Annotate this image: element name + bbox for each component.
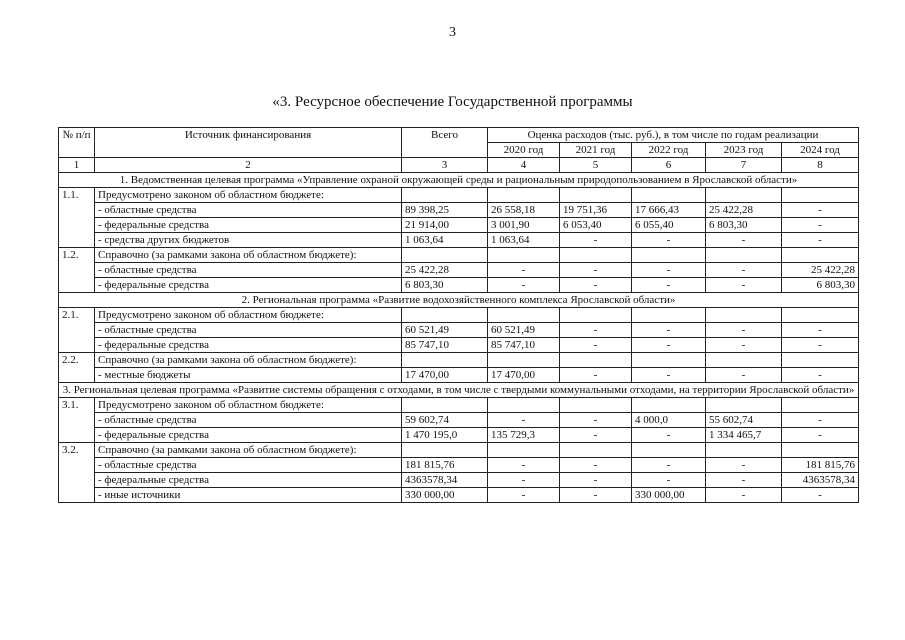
group-label: Предусмотрено законом об областном бюджете:: [95, 308, 402, 323]
group-number: 3.1.: [59, 398, 95, 443]
year-value: -: [706, 458, 782, 473]
source-label: - федеральные средства: [95, 338, 402, 353]
total-value: 85 747,10: [402, 338, 488, 353]
empty-cell: [560, 443, 632, 458]
year-value: -: [632, 263, 706, 278]
column-number: 5: [560, 158, 632, 173]
header-estimate: Оценка расходов (тыс. руб.), в том числе по годам реализации: [488, 128, 859, 143]
table-row: [59, 368, 859, 383]
year-value: -: [706, 278, 782, 293]
year-value: -: [488, 263, 560, 278]
year-value: 26 558,18: [488, 203, 560, 218]
empty-cell: [488, 248, 560, 263]
year-value: -: [632, 428, 706, 443]
year-value: -: [488, 458, 560, 473]
source-label: - областные средства: [95, 263, 402, 278]
empty-cell: [560, 248, 632, 263]
source-label: - федеральные средства: [95, 218, 402, 233]
header-total: Всего: [402, 128, 488, 158]
source-label: - областные средства: [95, 413, 402, 428]
empty-cell: [402, 308, 488, 323]
source-label: - областные средства: [95, 203, 402, 218]
year-value: 17 470,00: [488, 368, 560, 383]
group-label: Предусмотрено законом об областном бюджете:: [95, 398, 402, 413]
year-value: -: [560, 458, 632, 473]
group-number: 1.1.: [59, 188, 95, 248]
year-value: 55 602,74: [706, 413, 782, 428]
group-number: 2.2.: [59, 353, 95, 383]
empty-cell: [488, 398, 560, 413]
column-number: 1: [59, 158, 95, 173]
year-value: -: [706, 488, 782, 503]
source-label: - федеральные средства: [95, 428, 402, 443]
year-value: -: [632, 458, 706, 473]
table-row: [59, 338, 859, 353]
year-value: -: [782, 323, 859, 338]
header-year: 2021 год: [560, 143, 632, 158]
year-value: 85 747,10: [488, 338, 560, 353]
year-value: 17 666,43: [632, 203, 706, 218]
year-value: -: [488, 473, 560, 488]
year-value: 6 803,30: [782, 278, 859, 293]
column-number: 6: [632, 158, 706, 173]
year-value: -: [706, 323, 782, 338]
year-value: 25 422,28: [782, 263, 859, 278]
year-value: -: [632, 323, 706, 338]
year-value: 6 053,40: [560, 218, 632, 233]
resource-table: [58, 127, 859, 503]
year-value: -: [560, 428, 632, 443]
total-value: 181 815,76: [402, 458, 488, 473]
year-value: 25 422,28: [706, 203, 782, 218]
total-value: 59 602,74: [402, 413, 488, 428]
total-value: 17 470,00: [402, 368, 488, 383]
total-value: 1 470 195,0: [402, 428, 488, 443]
year-value: -: [706, 473, 782, 488]
total-value: 21 914,00: [402, 218, 488, 233]
header-row: [59, 128, 859, 143]
table-row: [59, 323, 859, 338]
table-row: [59, 458, 859, 473]
table-row: [59, 428, 859, 443]
header-source: Источник финансирования: [95, 128, 402, 158]
empty-cell: [488, 353, 560, 368]
group-number: 3.2.: [59, 443, 95, 503]
header-year: 2023 год: [706, 143, 782, 158]
total-value: 60 521,49: [402, 323, 488, 338]
empty-cell: [632, 398, 706, 413]
year-value: -: [560, 368, 632, 383]
empty-cell: [560, 398, 632, 413]
document-title: «3. Ресурсное обеспечение Государственной программы: [272, 94, 633, 110]
empty-cell: [782, 353, 859, 368]
empty-cell: [488, 188, 560, 203]
group-number: 2.1.: [59, 308, 95, 353]
empty-cell: [560, 353, 632, 368]
year-value: -: [560, 278, 632, 293]
year-value: -: [632, 368, 706, 383]
table-row: [59, 203, 859, 218]
empty-cell: [782, 398, 859, 413]
empty-cell: [488, 443, 560, 458]
empty-cell: [632, 353, 706, 368]
year-value: 4363578,34: [782, 473, 859, 488]
year-value: -: [706, 368, 782, 383]
section-title-row: [59, 173, 859, 188]
empty-cell: [782, 248, 859, 263]
empty-cell: [706, 188, 782, 203]
empty-cell: [632, 308, 706, 323]
group-number: 1.2.: [59, 248, 95, 293]
group-row: [59, 248, 859, 263]
table-row: [59, 278, 859, 293]
section-title: 3. Региональная целевая программа «Развитие системы обращения с отходами, в том числе с твердыми коммунальными отходами, на территории Ярославской области»: [59, 383, 859, 398]
year-value: -: [706, 263, 782, 278]
group-row: [59, 398, 859, 413]
year-value: -: [560, 413, 632, 428]
empty-cell: [402, 398, 488, 413]
column-number: 2: [95, 158, 402, 173]
group-row: [59, 353, 859, 368]
year-value: -: [782, 368, 859, 383]
year-value: -: [782, 218, 859, 233]
section-title-row: [59, 293, 859, 308]
empty-cell: [782, 188, 859, 203]
empty-cell: [402, 188, 488, 203]
year-value: -: [560, 233, 632, 248]
empty-cell: [402, 248, 488, 263]
year-value: -: [706, 233, 782, 248]
year-value: -: [782, 428, 859, 443]
year-value: -: [706, 338, 782, 353]
section-title: 2. Региональная программа «Развитие водохозяйственного комплекса Ярославской области»: [59, 293, 859, 308]
year-value: -: [488, 413, 560, 428]
section-title-row: [59, 383, 859, 398]
year-value: -: [488, 488, 560, 503]
year-value: -: [782, 338, 859, 353]
group-label: Справочно (за рамками закона об областном бюджете):: [95, 353, 402, 368]
year-value: 181 815,76: [782, 458, 859, 473]
section-title: 1. Ведомственная целевая программа «Управление охраной окружающей среды и рациональным природопользованием в Ярославской области»: [59, 173, 859, 188]
year-value: 135 729,3: [488, 428, 560, 443]
empty-cell: [402, 443, 488, 458]
header-year: 2020 год: [488, 143, 560, 158]
empty-cell: [632, 248, 706, 263]
group-label: Справочно (за рамками закона об областном бюджете):: [95, 248, 402, 263]
header-year: 2022 год: [632, 143, 706, 158]
total-value: 330 000,00: [402, 488, 488, 503]
year-value: -: [782, 233, 859, 248]
year-value: -: [560, 338, 632, 353]
empty-cell: [706, 353, 782, 368]
source-label: - иные источники: [95, 488, 402, 503]
year-value: -: [560, 488, 632, 503]
page-number: 3: [449, 25, 456, 40]
empty-cell: [706, 443, 782, 458]
year-value: 6 803,30: [706, 218, 782, 233]
empty-cell: [632, 188, 706, 203]
empty-cell: [488, 308, 560, 323]
column-number: 4: [488, 158, 560, 173]
empty-cell: [632, 443, 706, 458]
source-label: - федеральные средства: [95, 278, 402, 293]
year-value: -: [560, 263, 632, 278]
year-value: -: [782, 488, 859, 503]
column-number: 7: [706, 158, 782, 173]
header-year: 2024 год: [782, 143, 859, 158]
year-value: 19 751,36: [560, 203, 632, 218]
group-row: [59, 188, 859, 203]
source-label: - средства других бюджетов: [95, 233, 402, 248]
empty-cell: [402, 353, 488, 368]
source-label: - местные бюджеты: [95, 368, 402, 383]
total-value: 89 398,25: [402, 203, 488, 218]
total-value: 25 422,28: [402, 263, 488, 278]
year-value: 60 521,49: [488, 323, 560, 338]
empty-cell: [560, 308, 632, 323]
year-value: -: [632, 233, 706, 248]
year-value: -: [782, 413, 859, 428]
year-value: -: [632, 338, 706, 353]
group-row: [59, 443, 859, 458]
group-row: [59, 308, 859, 323]
group-label: Справочно (за рамками закона об областном бюджете):: [95, 443, 402, 458]
year-value: -: [488, 278, 560, 293]
year-value: 1 063,64: [488, 233, 560, 248]
table-row: [59, 218, 859, 233]
year-value: -: [632, 473, 706, 488]
group-label: Предусмотрено законом об областном бюджете:: [95, 188, 402, 203]
empty-cell: [782, 443, 859, 458]
year-value: -: [782, 203, 859, 218]
year-value: 3 001,90: [488, 218, 560, 233]
empty-cell: [706, 248, 782, 263]
year-value: -: [560, 323, 632, 338]
year-value: -: [632, 278, 706, 293]
empty-cell: [782, 308, 859, 323]
column-number: 8: [782, 158, 859, 173]
year-value: -: [560, 473, 632, 488]
total-value: 1 063,64: [402, 233, 488, 248]
table-row: [59, 488, 859, 503]
source-label: - федеральные средства: [95, 473, 402, 488]
table-row: [59, 233, 859, 248]
total-value: 4363578,34: [402, 473, 488, 488]
empty-cell: [560, 188, 632, 203]
header-num: № п/п: [59, 128, 95, 158]
year-value: 6 055,40: [632, 218, 706, 233]
year-value: 4 000,0: [632, 413, 706, 428]
year-value: 330 000,00: [632, 488, 706, 503]
year-value: 1 334 465,7: [706, 428, 782, 443]
total-value: 6 803,30: [402, 278, 488, 293]
source-label: - областные средства: [95, 458, 402, 473]
table-row: [59, 473, 859, 488]
column-number: 3: [402, 158, 488, 173]
empty-cell: [706, 308, 782, 323]
column-numbers-row: [59, 158, 859, 173]
table-row: [59, 263, 859, 278]
source-label: - областные средства: [95, 323, 402, 338]
table-row: [59, 413, 859, 428]
empty-cell: [706, 398, 782, 413]
